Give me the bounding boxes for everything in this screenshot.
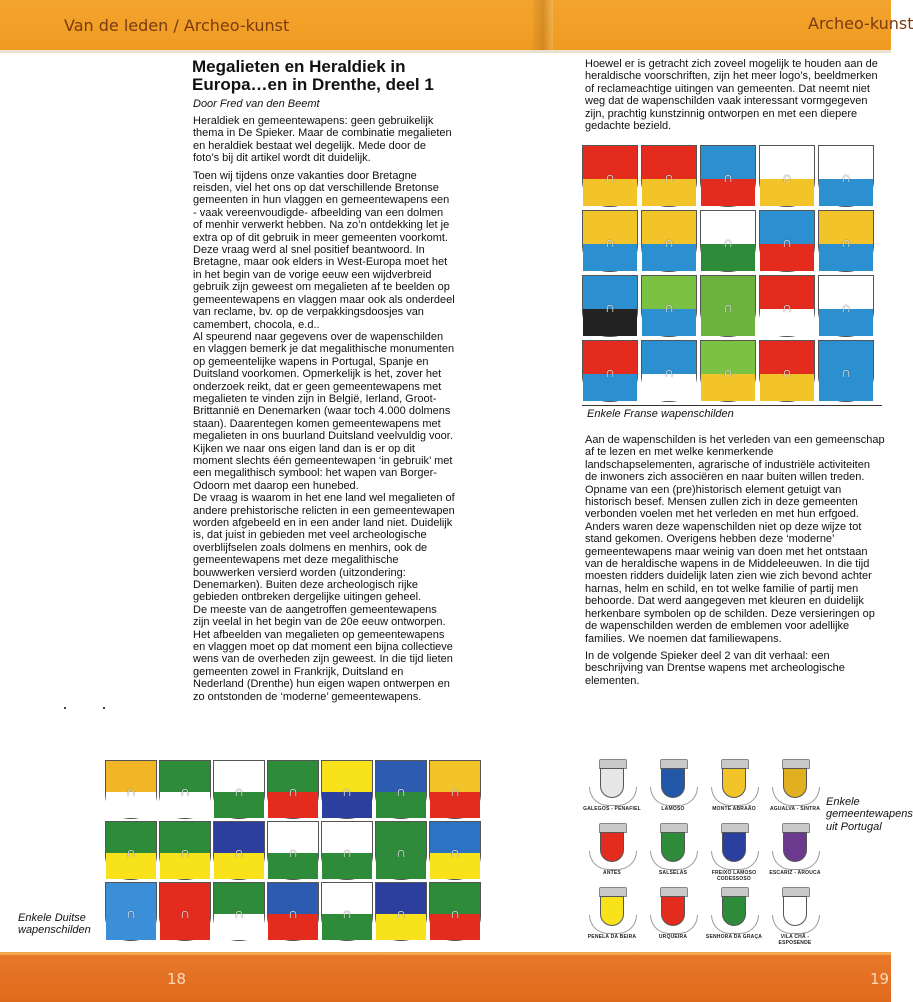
- dolmen-icon: ∩: [233, 843, 245, 860]
- french-shield-bird-dolmen: [700, 145, 756, 207]
- shield-icon: [600, 768, 624, 798]
- french-shield-checks-grapes: [700, 340, 756, 402]
- german-shield-dolmen-windmill: [429, 760, 481, 819]
- dolmen-icon: ∩: [341, 843, 353, 860]
- portuguese-coat-of-arms: [583, 757, 641, 819]
- parish-name: VILA CHÃ - ESPOSENDE: [778, 934, 812, 946]
- portuguese-coat-of-arms: [644, 885, 702, 947]
- dolmen-icon: ∩: [604, 299, 616, 315]
- portuguese-coat-of-arms: [644, 757, 702, 819]
- french-shield-tower-dolmen: [582, 340, 638, 402]
- shield-icon: [600, 896, 624, 926]
- dolmen-icon: ∩: [179, 782, 191, 799]
- dolmen-icon: ∩: [840, 169, 852, 185]
- footer-bar: [0, 952, 891, 1002]
- article-title: Megalieten en Heraldiek in Europa…en in Drenthe, deel 1: [192, 57, 434, 94]
- dolmen-icon: ∩: [179, 843, 191, 860]
- paragraph: Heraldiek en gemeentewapens: geen gebruikelijk thema in De Spieker. Maar de combinatie megalieten en heraldiek bestaat wel degelijk. Mede door de foto’s bij dit artikel wordt dit duidelijk.: [193, 115, 452, 165]
- dolmen-icon: ∩: [722, 364, 734, 380]
- section-title-left: Van de leden / Archeo-kunst: [64, 16, 290, 35]
- german-figure-caption: Enkele Duitse wapenschilden: [18, 912, 91, 937]
- scan-speck: [103, 707, 105, 709]
- parish-name: PENELA DA BEIRA: [587, 934, 637, 940]
- dolmen-icon: ∩: [395, 843, 407, 860]
- dolmen-icon: ∩: [449, 843, 461, 860]
- dolmen-icon: ∩: [781, 169, 793, 185]
- french-figure-caption: Enkele Franse wapenschilden: [587, 408, 734, 420]
- dolmen-icon: ∩: [287, 782, 299, 799]
- shield-icon: [722, 768, 746, 798]
- dolmen-icon: ∩: [722, 234, 734, 250]
- scan-speck: [64, 707, 66, 709]
- french-shield-yellow-dolmen: [700, 275, 756, 337]
- french-shield-crozier-arms: [641, 340, 697, 402]
- portuguese-coat-of-arms: [766, 821, 824, 883]
- french-shield-keys-castle: [582, 210, 638, 272]
- dolmen-icon: ∩: [125, 782, 137, 799]
- parish-name: SENHORA DA GRAÇA: [705, 934, 763, 940]
- french-shield-eagle-menhir: [582, 145, 638, 207]
- portuguese-coat-of-arms: [583, 821, 641, 883]
- german-shield-dolmen-bucket: [267, 760, 319, 819]
- dolmen-icon: ∩: [341, 904, 353, 921]
- french-shield-trees-dolmen: [759, 145, 815, 207]
- french-shield-fleurs-dolmen: [818, 340, 874, 402]
- shield-icon: [661, 768, 685, 798]
- portuguese-coat-of-arms: [705, 885, 763, 947]
- portuguese-coat-of-arms: [644, 821, 702, 883]
- french-shield-ermine-cross: [818, 145, 874, 207]
- paragraph: In de volgende Spieker deel 2 van dit verhaal: een beschrijving van Drentse wapens met archeologische elementen.: [585, 649, 845, 687]
- german-shield-dolmen-blue-emblem: [213, 760, 265, 819]
- figure-rule: [582, 405, 882, 406]
- french-shield-lions-dolmens: [641, 145, 697, 207]
- parish-name: URQUEIRA: [658, 934, 688, 940]
- parish-name: ESCARIZ - AROUCA: [769, 870, 821, 876]
- parish-name: MONTE ABRAÃO: [712, 806, 756, 812]
- paragraph: De vraag is waarom in het ene land wel megalieten of andere prehistorische relicten in een gemeentewapen worden afgebeeld en in een ander land niet. Duidelijk is, dat juist in gebieden met veel archeologische overblijfselen zoals dolmens en menhirs, ook de gemeentewapens met deze megalithische bouwwerken versierd worden (uitzondering: Denemarken). Buiten deze archeologisch rijke gebieden ontbreken dergelijke uitingen geheel.: [193, 492, 455, 604]
- page-number-right: 19: [870, 970, 890, 988]
- german-shields-figure: [105, 760, 481, 941]
- german-shield-oak-dolmen: [159, 760, 211, 819]
- right-column-bottom-text: [585, 434, 885, 692]
- dolmen-icon: ∩: [179, 904, 191, 921]
- dolmen-icon: ∩: [395, 904, 407, 921]
- parish-name: FREIXO LAMOSO CODESSOSO: [711, 870, 757, 882]
- dolmen-icon: ∩: [840, 364, 852, 380]
- dolmen-icon: ∩: [781, 364, 793, 380]
- dolmen-icon: ∩: [449, 904, 461, 921]
- german-shield-yellow-dolmen-urn: [429, 882, 481, 941]
- german-shield-dolmen-fields: [375, 760, 427, 819]
- portuguese-coat-of-arms: [766, 757, 824, 819]
- paragraph: Toen wij tijdens onze vakanties door Bretagne reisden, viel het ons op dat verschillende Bretonse gemeenten in hun vlaggen en gemeentewapens een - vaak vereenvoudigde- afbeelding van een dolmen of menhir verwerkt hebben. Na zo’n ontdekking let je extra op of dit gebruik in meer gemeenten voorkomt. Deze vraag werd al snel positief beantwoord. In Bretagne, maar ook elders in West-Europa moet het in het begin van de vorige eeuw een wijdverbreid gebruik zijn geweest om megalieten af te beelden op gemeentewapens en vlaggen maar ook als onderdeel van reclame, bv. op de verpakkingsdoosjes van camembert, chocola, e.d..: [193, 169, 455, 331]
- german-shield-key-wheel-stones: [213, 882, 265, 941]
- german-shield-wheat-red-dolmen: [429, 821, 481, 880]
- parish-name: ANTES: [603, 870, 621, 876]
- german-shield-bee-dolmen: [267, 882, 319, 941]
- dolmen-icon: ∩: [233, 904, 245, 921]
- french-shield-ermine-checks: [700, 210, 756, 272]
- french-shield-pales-sun: [582, 275, 638, 337]
- portuguese-coat-of-arms: [583, 885, 641, 947]
- paragraph: Hoewel er is getracht zich zoveel mogelijk te houden aan de heraldische voorschriften, zijn het meer logo’s, beeldmerken of reclameachtige uitingen van gemeenten. Dat neemt niet weg dat de wapenschilden vaak interessant vormgegeven zijn, prachtig kunstzinnig ontworpen en met een diepere gedachte bezield.: [585, 58, 878, 133]
- parish-name: AGUALVA - SINTRA: [769, 806, 821, 812]
- article-byline: Door Fred van den Beemt: [193, 98, 320, 110]
- dolmen-icon: ∩: [287, 904, 299, 921]
- shield-icon: [722, 896, 746, 926]
- shield-icon: [661, 896, 685, 926]
- dolmen-icon: ∩: [722, 299, 734, 315]
- dolmen-icon: ∩: [604, 169, 616, 185]
- shield-icon: [722, 832, 746, 862]
- page-number-left: 18: [167, 970, 187, 988]
- shield-icon: [600, 832, 624, 862]
- parish-name: SALSELAS: [658, 870, 688, 876]
- french-shield-dolmen-horses: [818, 210, 874, 272]
- german-shield-triangles-dolmen: [321, 821, 373, 880]
- dolmen-icon: ∩: [287, 843, 299, 860]
- dolmen-icon: ∩: [840, 299, 852, 315]
- dolmen-icon: ∩: [395, 782, 407, 799]
- french-shield-fleur-de-lis: [759, 210, 815, 272]
- left-column-text: [193, 115, 455, 703]
- section-title-right: Archeo-kunst: [808, 14, 913, 33]
- german-shield-branch-dolmen: [159, 882, 211, 941]
- right-column-top-text: [585, 58, 885, 137]
- dolmen-icon: ∩: [781, 234, 793, 250]
- dolmen-icon: ∩: [449, 782, 461, 799]
- shield-icon: [661, 832, 685, 862]
- shield-icon: [783, 896, 807, 926]
- french-shield-crosses-dolmen: [818, 275, 874, 337]
- parish-name: GALEGOS - PENAFIEL: [583, 806, 641, 812]
- header-divider: [0, 50, 891, 53]
- french-shields-figure: [582, 145, 874, 402]
- german-shield-ship-church-dolmen: [213, 821, 265, 880]
- dolmen-icon: ∩: [722, 169, 734, 185]
- dolmen-icon: ∩: [663, 364, 675, 380]
- dolmen-icon: ∩: [663, 234, 675, 250]
- portuguese-figure-caption: Enkele gemeentewapens uit Portugal: [826, 796, 913, 833]
- dolmen-icon: ∩: [781, 299, 793, 315]
- dolmen-icon: ∩: [663, 169, 675, 185]
- paragraph: Al speurend naar gegevens over de wapenschilden en vlaggen bemerk je dat megalithische monumenten op gemeentelijke wapens in Portugal, Spanje en Duitsland voorkomen. Opmerkelijk is het, zover het onderzoek reikt, dat er geen gemeentewapens met megalieten te vinden zijn in België, Ierland, Groot-Brittannië en Denemarken (waar toch 4.000 dolmens staan). Daarentegen komen gemeentewapens met megalieten in ons buurland Duitsland veelvuldig voor. Kijken we naar ons eigen land dan is er op dit moment slechts één gemeentewapen ‘in gebruik’ met een megalithisch symbool: het wapen van Borger-Odoorn met daarop een hunebed.: [193, 330, 455, 492]
- paragraph: Aan de wapenschilden is het verleden van een gemeenschap af te lezen en met welke kenmerkende landschapselementen, agrarische of industriële activiteiten de inwoners zich associëren en naar buiten willen treden. Opname van een (pre)historisch element getuigt van historisch besef. Mensen zullen zich in deze gemeenten verbonden voelen met het verleden en met hun erfgoed. Anders waren deze wapenschilden niet op deze wijze tot stand gekomen. Overigens hebben deze ‘moderne’ gemeentewapens maar weinig van doen met het ontstaan van de heraldische wapens in de Middeleeuwen. In die tijd moesten ridders duidelijk laten zien wie zich bevond achter harnas, helm en schild, en tot welke familie of partij men behoorde. Dat werd aangegeven met kleuren en duidelijk herkenbare symbolen op de schilden. Deze versieringen op de wapenschilden werden de emblemen voor adellijke families. We noemen dat familiewapens.: [585, 434, 885, 645]
- german-shield-castle-dolmen: [159, 821, 211, 880]
- german-shield-dolmen-urn: [105, 882, 157, 941]
- portuguese-shields-figure: [583, 757, 824, 947]
- german-shield-red-dolmen-arrowheads: [321, 760, 373, 819]
- dolmen-icon: ∩: [604, 364, 616, 380]
- shield-icon: [783, 832, 807, 862]
- dolmen-icon: ∩: [663, 299, 675, 315]
- paragraph: De meeste van de aangetroffen gemeentewapens zijn veelal in het begin van de 20e eeuw ontworpen. Het afbeelden van megalieten op gemeentewapens en vlaggen moet op dat moment een bijna collectieve wens van de overheden zijn geweest. In die tijd lieten gemeenten zowel in Frankrijk, Duitsland en Nederland (Drenthe) hun eigen wapen ontwerpen en zo ontstonden de ‘moderne’ gemeentewapens.: [193, 603, 453, 703]
- german-shield-trees-dolmen: [321, 882, 373, 941]
- dolmen-icon: ∩: [840, 234, 852, 250]
- portuguese-coat-of-arms: [705, 821, 763, 883]
- german-shield-house-dolmen: [267, 821, 319, 880]
- german-shield-dolmen-swords: [375, 821, 427, 880]
- dolmen-icon: ∩: [604, 234, 616, 250]
- dolmen-icon: ∩: [233, 782, 245, 799]
- french-shield-cross-dolmen: [641, 210, 697, 272]
- portuguese-coat-of-arms: [705, 757, 763, 819]
- shield-icon: [783, 768, 807, 798]
- french-shield-trees-dolmen: [759, 275, 815, 337]
- german-shield-dolmen-urn: [105, 760, 157, 819]
- portuguese-coat-of-arms: [766, 885, 824, 947]
- german-shield-sheaf-ring-dolmen: [375, 882, 427, 941]
- dolmen-icon: ∩: [125, 843, 137, 860]
- german-shield-goose-dolmen: [105, 821, 157, 880]
- french-shield-ermine-boat: [641, 275, 697, 337]
- spine-shadow: [533, 0, 553, 50]
- dolmen-icon: ∩: [125, 904, 137, 921]
- parish-name: LAMOSO: [661, 806, 685, 812]
- french-shield-dolmen-tree: [759, 340, 815, 402]
- dolmen-icon: ∩: [341, 782, 353, 799]
